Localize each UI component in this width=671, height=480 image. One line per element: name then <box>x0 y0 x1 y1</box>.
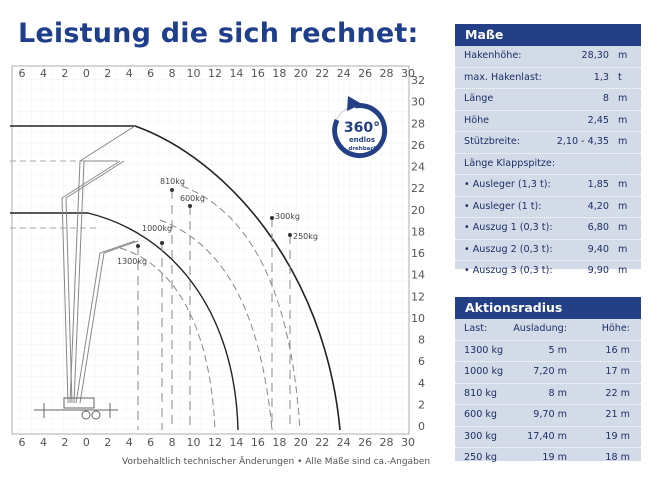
axis-tick-label: 18 <box>272 436 287 449</box>
masse-value: 6,80 <box>587 222 609 233</box>
axis-tick-label: 0 <box>418 420 425 433</box>
radius-load: 1000 kg <box>464 366 504 377</box>
badge-degree: 360° <box>343 120 381 136</box>
axis-tick-label: 12 <box>208 67 222 80</box>
masse-value: 8 <box>602 93 609 104</box>
radius-reach: 5 m <box>548 344 567 356</box>
axis-tick-label: 2 <box>418 398 425 412</box>
axis-tick-label: 26 <box>411 138 425 152</box>
radius-load: 600 kg <box>464 409 498 420</box>
axis-tick-label: 6 <box>18 436 26 449</box>
axis-tick-label: 4 <box>418 376 425 390</box>
axis-tick-label: 4 <box>39 436 47 449</box>
axis-tick-label: 4 <box>39 67 47 80</box>
masse-header: Maße <box>455 24 641 46</box>
radius-load: 250 kg <box>464 452 498 463</box>
masse-label: • Ausleger (1,3 t): <box>464 179 551 190</box>
radius-height: 22 m <box>605 387 630 399</box>
radius-height: 17 m <box>605 366 630 377</box>
axis-tick-label: 16 <box>250 436 265 449</box>
masse-row <box>455 154 641 176</box>
axis-tick-label: 22 <box>315 436 330 449</box>
masse-unit: m <box>618 200 628 212</box>
masse-unit: m <box>618 179 628 190</box>
masse-value: 28,30 <box>581 50 609 61</box>
badge-line2: drehbar! <box>348 146 376 152</box>
masse-value: 9,40 <box>587 243 609 255</box>
col-header: Last: <box>464 323 488 334</box>
masse-value: 9,90 <box>587 265 609 276</box>
masse-label: • Auszug 1 (0,3 t): <box>464 222 553 233</box>
aktionsradius-header: Aktionsradius <box>455 297 641 319</box>
radius-height: 19 m <box>605 430 630 442</box>
masse-row <box>455 175 641 197</box>
masse-unit: m <box>618 114 628 126</box>
axis-tick-label: 0 <box>82 436 90 449</box>
axis-tick-label: 8 <box>418 333 425 347</box>
radius-row <box>455 362 641 384</box>
masse-label: Stützbreite: <box>464 136 521 147</box>
load-label: 810kg <box>160 177 185 186</box>
page-title: Leistung die sich rechnet: <box>18 18 419 49</box>
axis-tick-label: 26 <box>358 67 373 80</box>
masse-unit: m <box>618 93 628 104</box>
masse-unit: m <box>618 243 628 255</box>
load-label: 300kg <box>275 212 300 221</box>
axis-tick-label: 8 <box>168 67 176 80</box>
load-label: 1300kg <box>117 257 148 266</box>
axis-tick-label: 16 <box>250 67 265 80</box>
radius-reach: 17,40 m <box>527 430 567 442</box>
masse-row <box>455 111 641 133</box>
masse-panel <box>455 24 641 276</box>
axis-tick-label: 6 <box>147 67 155 80</box>
masse-value: 2,45 <box>587 114 609 126</box>
axis-tick-label: 20 <box>293 67 308 80</box>
axis-tick-label: 8 <box>168 436 176 449</box>
radius-load: 1300 kg <box>464 344 504 356</box>
masse-label: • Auszug 2 (0,3 t): <box>464 243 553 255</box>
masse-unit: t <box>618 71 622 83</box>
masse-unit: m <box>618 50 628 61</box>
load-label: 250kg <box>293 232 318 241</box>
col-header: Höhe: <box>601 323 630 334</box>
radius-column-headers <box>455 319 641 341</box>
masse-unit: m <box>618 136 628 147</box>
aktionsradius-panel <box>455 297 641 461</box>
masse-value: 2,10 - 4,35 <box>556 136 609 147</box>
axis-tick-label: 4 <box>125 67 133 80</box>
axis-tick-label: 0 <box>82 67 90 80</box>
axis-tick-label: 24 <box>336 436 351 449</box>
axis-tick-label: 4 <box>125 436 133 449</box>
masse-value: 4,20 <box>587 200 609 212</box>
radius-height: 21 m <box>605 409 630 420</box>
axis-tick-label: 18 <box>411 225 425 239</box>
load-label: 1000kg <box>142 224 173 233</box>
masse-row <box>455 68 641 90</box>
axis-tick-label: 26 <box>358 436 373 449</box>
load-diagram <box>10 58 430 450</box>
footnote: Vorbehaltlich technischer Änderungen • Alle Maße sind ca.-Angaben <box>122 457 431 467</box>
axis-tick-label: 20 <box>293 436 308 449</box>
axis-tick-label: 30 <box>401 67 415 80</box>
axis-tick-label: 22 <box>411 182 425 196</box>
axis-tick-label: 6 <box>147 436 155 449</box>
col-header: Ausladung: <box>513 323 567 334</box>
radius-row <box>455 427 641 449</box>
masse-row <box>455 218 641 240</box>
masse-unit: m <box>618 222 628 233</box>
axis-tick-label: 18 <box>272 67 287 80</box>
axis-tick-label: 2 <box>61 67 69 80</box>
radius-row <box>455 405 641 427</box>
masse-unit: m <box>618 265 628 276</box>
axis-tick-label: 30 <box>411 95 425 109</box>
axis-tick-label: 10 <box>411 311 425 325</box>
axis-tick-label: 10 <box>186 436 201 449</box>
axis-tick-label: 2 <box>104 67 112 80</box>
y-axis-right <box>411 74 425 433</box>
masse-row <box>455 240 641 262</box>
axis-tick-label: 2 <box>104 436 112 449</box>
axis-tick-label: 32 <box>411 74 425 87</box>
axis-tick-label: 12 <box>411 290 425 304</box>
axis-tick-label: 20 <box>411 203 425 217</box>
masse-row <box>455 46 641 68</box>
axis-tick-label: 14 <box>229 436 244 449</box>
axis-tick-label: 24 <box>336 67 351 80</box>
axis-tick-label: 14 <box>229 67 244 80</box>
masse-label: • Ausleger (1 t): <box>464 200 542 212</box>
radius-height: 16 m <box>605 344 630 356</box>
masse-row <box>455 89 641 111</box>
axis-tick-label: 14 <box>411 268 425 282</box>
badge-line1: endlos <box>348 136 376 144</box>
masse-label: Länge <box>464 93 494 104</box>
radius-row <box>455 341 641 363</box>
masse-label: Länge Klappspitze: <box>464 157 556 169</box>
radius-load: 300 kg <box>464 430 498 442</box>
axis-tick-label: 28 <box>379 436 394 449</box>
x-axis-bottom <box>19 436 416 449</box>
radius-reach: 7,20 m <box>533 366 567 377</box>
axis-tick-label: 22 <box>315 67 330 80</box>
masse-label: max. Hakenlast: <box>464 71 542 83</box>
radius-load: 810 kg <box>464 387 498 399</box>
masse-row <box>455 197 641 219</box>
masse-value: 1,85 <box>587 179 609 190</box>
axis-tick-label: 24 <box>411 160 425 174</box>
masse-value: 1,3 <box>593 71 609 83</box>
radius-row <box>455 448 641 469</box>
load-label: 600kg <box>180 194 205 203</box>
masse-row <box>455 261 641 282</box>
radius-reach: 8 m <box>548 387 567 399</box>
masse-label: Höhe <box>464 114 490 126</box>
masse-label: Hakenhöhe: <box>464 50 522 61</box>
axis-tick-label: 28 <box>379 67 394 80</box>
axis-tick-label: 28 <box>411 117 425 131</box>
radius-reach: 9,70 m <box>533 409 567 420</box>
radius-reach: 19 m <box>542 452 567 463</box>
axis-tick-label: 6 <box>418 355 425 369</box>
axis-tick-label: 16 <box>411 247 425 260</box>
masse-row <box>455 132 641 154</box>
masse-label: • Auszug 3 (0,3 t): <box>464 265 553 276</box>
axis-tick-label: 2 <box>61 436 69 449</box>
radius-height: 18 m <box>605 452 630 463</box>
radius-row <box>455 384 641 406</box>
axis-tick-label: 10 <box>186 67 201 80</box>
axis-tick-label: 6 <box>18 67 26 80</box>
axis-tick-label: 12 <box>208 436 222 449</box>
axis-tick-label: 30 <box>401 436 415 449</box>
